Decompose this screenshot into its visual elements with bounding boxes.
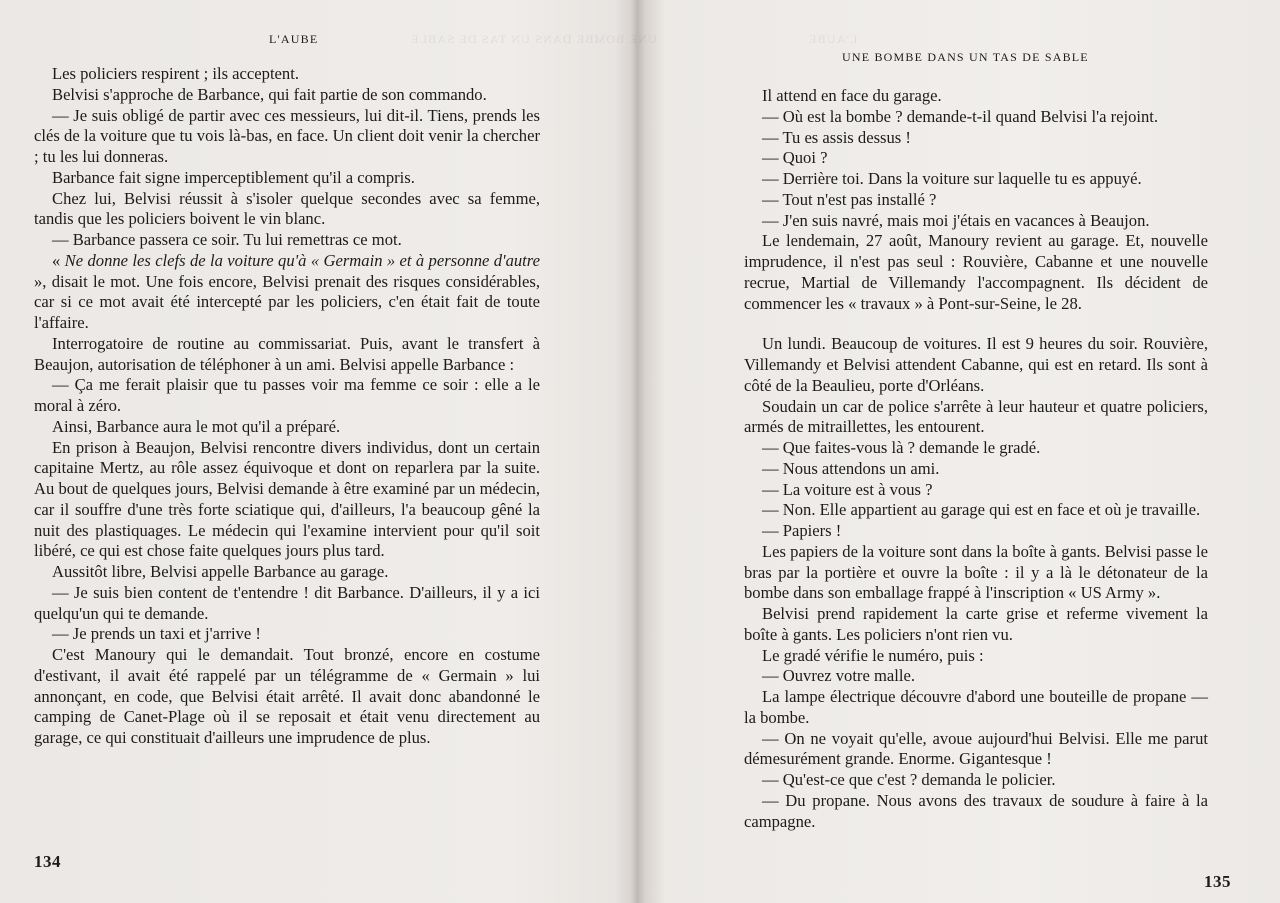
paragraph: — Derrière toi. Dans la voiture sur laquelle tu es appuyé. [762, 169, 1142, 188]
paragraph: Soudain un car de police s'arrête à leur hauteur et quatre policiers, armés de mitraillettes, les entourent. [744, 396, 1208, 437]
paragraph: Barbance fait signe imperceptiblement qu'il a compris. [52, 167, 415, 187]
paragraph: Belvisi s'approche de Barbance, qui fait partie de son commando. [52, 84, 487, 104]
paragraph: — La voiture est à vous ? [762, 479, 933, 499]
paragraph: « Ne donne les clefs de la voiture qu'à « Germain » et à personne d'autre », disait le mot. Une fois encore, Belvisi prenait des risques considérables, car si ce mot avait été intercepté par les policiers, c'en était fait de toute l'affaire. [34, 250, 540, 332]
paragraph: Le gradé vérifie le numéro, puis : [762, 645, 984, 665]
page-number: 134 [34, 852, 61, 871]
paragraph: — Je suis obligé de partir avec ces messieurs, lui dit-il. Tiens, prends les clés de la voiture que tu vois là-bas, en face. Un client doit venir la chercher ; tu les lui donneras. [34, 105, 540, 166]
paragraph: Un lundi. Beaucoup de voitures. Il est 9 heures du soir. Rouvière, Villemandy et Belvisi attendent Cabanne, qui est en retard. Ils sont à côté de la Beaulieu, porte d'Orléans. [744, 334, 1208, 395]
paragraph: — Non. Elle appartient au garage qui est en face et où je travaille. [762, 500, 1201, 520]
paragraph: Les policiers respirent ; ils acceptent. [52, 64, 299, 83]
paragraph: Belvisi prend rapidement la carte grise et referme vivement la boîte à gants. Les policiers n'ont rien vu. [744, 604, 1208, 644]
paragraph: — Papiers ! [762, 521, 842, 540]
paragraph: — Ouvrez votre malle. [762, 666, 915, 686]
paragraph: — Tout n'est pas installé ? [762, 189, 937, 209]
left-page [0, 0, 630, 903]
running-head: UNE BOMBE DANS UN TAS DE SABLE [842, 50, 1089, 64]
italic-quotation: Ne donne les clefs de la voiture qu'à « Germain » et à personne d'autre [64, 250, 540, 270]
paragraph: — Quoi ? [762, 148, 828, 168]
paragraph: Il attend en face du garage. [762, 86, 942, 105]
page-number: 135 [1204, 872, 1231, 891]
show-through-text: L'AUBE [808, 32, 858, 46]
paragraph: — Qu'est-ce que c'est ? demanda le policier. [762, 770, 1056, 789]
paragraph: — Où est la bombe ? demande-t-il quand Belvisi l'a rejoint. [762, 106, 1159, 126]
page-body-text [34, 64, 540, 749]
paragraph: — Je prends un taxi et j'arrive ! [52, 624, 261, 644]
paragraph: — J'en suis navré, mais moi j'étais en vacances à Beaujon. [762, 210, 1150, 230]
running-head: L'AUBE [269, 32, 319, 46]
show-through-text: UNE BOMBE DANS UN TAS DE SABLE [410, 32, 657, 46]
page-body-text [744, 86, 1208, 832]
paragraph: — On ne voyait qu'elle, avoue aujourd'hui Belvisi. Elle me parut démesurément grande. Enorme. Gigantesque ! [744, 728, 1208, 769]
paragraph: — Nous attendons un ami. [762, 458, 940, 478]
paragraph: — Que faites-vous là ? demande le gradé. [762, 438, 1041, 457]
paragraph: — Du propane. Nous avons des travaux de soudure à faire à la campagne. [744, 790, 1208, 831]
paragraph: En prison à Beaujon, Belvisi rencontre divers individus, dont un certain capitaine Mertz, au rôle assez équivoque et dont on reparlera par la suite. Au bout de quelques jours, Belvisi demande à être examiné par un médecin, car il souffre d'une très forte sciatique qui, d'ailleurs, l'a beaucoup gêné la nuit des plastiquages. Le médecin qui l'examine intervient pour qu'il soit libéré, ce qui est chose faite quelques jours plus tard. [34, 437, 540, 561]
paragraph: Ainsi, Barbance aura le mot qu'il a préparé. [52, 416, 341, 436]
paragraph: C'est Manoury qui le demandait. Tout bronzé, encore en costume d'estivant, il avait été rappelé par un télégramme de « Germain » lui annonçant, en code, que Belvisi était arrêté. Il avait donc abandonné le camping de Canet-Plage où il se reposait et était venu directement au garage, ce qui constituait d'ailleurs une imprudence de plus. [34, 645, 540, 747]
paragraph: — Barbance passera ce soir. Tu lui remettras ce mot. [52, 230, 402, 249]
paragraph: La lampe électrique découvre d'abord une bouteille de propane — la bombe. [744, 687, 1208, 727]
paragraph: Interrogatoire de routine au commissariat. Puis, avant le transfert à Beaujon, autorisation de téléphoner à un ami. Belvisi appelle Barbance : [34, 333, 540, 374]
paragraph: — Tu es assis dessus ! [762, 127, 911, 147]
paragraph: — Ça me ferait plaisir que tu passes voir ma femme ce soir : elle a le moral à zéro. [34, 375, 540, 415]
paragraph: Aussitôt libre, Belvisi appelle Barbance au garage. [52, 562, 389, 581]
paragraph: Chez lui, Belvisi réussit à s'isoler quelque secondes avec sa femme, tandis que les policiers boivent le vin blanc. [34, 188, 540, 229]
paragraph: — Je suis bien content de t'entendre ! dit Barbance. D'ailleurs, il y a ici quelqu'un qui te demande. [34, 582, 540, 623]
paragraph: Les papiers de la voiture sont dans la boîte à gants. Belvisi passe le bras par la portière et ouvre la boîte : il y a là le détonateur de la bombe dans son emballage frappé à l'inscription « US Army ». [744, 541, 1208, 603]
paragraph: Le lendemain, 27 août, Manoury revient au garage. Et, nouvelle imprudence, il n'est pas seul : Rouvière, Cabanne et une nouvelle recrue, Martial de Villemandy l'accompagnent. Ils décident de commencer les « travaux » à Pont-sur-Seine, le 28. [744, 231, 1208, 313]
